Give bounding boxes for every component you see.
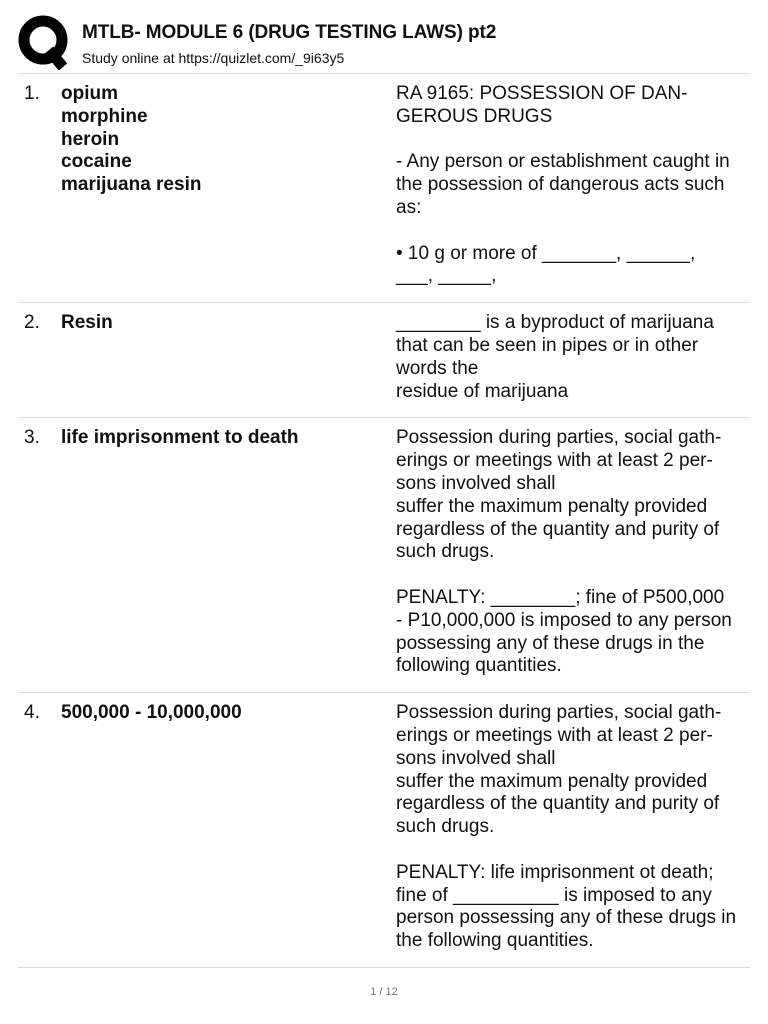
card-definition: Possession during parties, social gath- erings or meetings with at least 2 per- sons involved shall suffer the maximum penalty provided regardless of the quantity and purity of such drugs. PENALTY: ________; fine of P500,000 - P10,000,000 is imposed to any person possessing any of these drugs in the following quantities. — [396, 427, 732, 677]
card-definition: ________ is a byproduct of marijuana that can be seen in pipes or in other words the residue of marijuana — [396, 312, 714, 402]
card-term: 500,000 - 10,000,000 — [61, 702, 242, 724]
page-header — [0, 0, 768, 72]
card-number: 3. — [24, 427, 40, 449]
card-term: life imprisonment to death — [61, 427, 299, 449]
card-number: 2. — [24, 312, 40, 334]
flashcard-row — [18, 693, 750, 968]
flashcard-row — [18, 418, 750, 693]
card-definition: Possession during parties, social gath- erings or meetings with at least 2 per- sons involved shall suffer the maximum penalty provided regardless of the quantity and purity of such drugs. PENALTY: life imprisonment ot death; fine of __________ is imposed to any person possessing any of these drugs in the following quantities. — [396, 702, 737, 952]
card-term: Resin — [61, 312, 113, 334]
flashcard-row — [18, 303, 750, 418]
document-title: MTLB- MODULE 6 (DRUG TESTING LAWS) pt2 — [82, 22, 497, 43]
card-number: 1. — [24, 83, 40, 104]
card-number: 4. — [24, 702, 40, 724]
card-definition: RA 9165: POSSESSION OF DAN- GEROUS DRUGS - Any person or establishment caught in the possession of dangerous acts such as: • 10 g or more of _______, ______, ___, _____, — [396, 83, 730, 287]
study-online-link[interactable]: Study online at https://quizlet.com/_9i63y5 — [82, 50, 345, 66]
flashcard-row — [18, 74, 750, 303]
page-number: 1 / 12 — [370, 986, 398, 998]
card-term: opium morphine heroin cocaine marijuana resin — [61, 83, 202, 196]
flashcard-list — [18, 73, 750, 968]
quizlet-q-logo-icon — [18, 14, 70, 70]
